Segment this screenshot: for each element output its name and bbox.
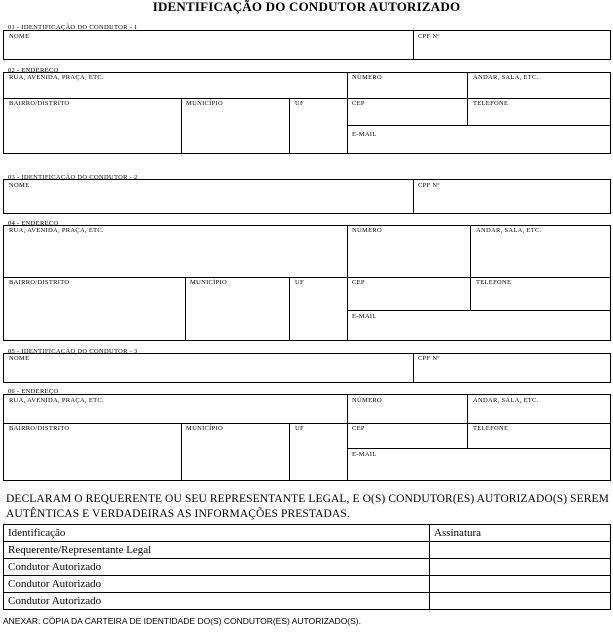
bairro-2-label: BAIRRO/DISTRITO [9,279,70,286]
table-header-row [4,525,611,542]
divider [347,125,610,126]
endereco-1-box [3,72,611,154]
rua-2-label: RUA, AVENIDA, PRAÇA, ETC. [9,227,104,234]
footer-note: ANEXAR: CÓPIA DA CARTEIRA DE IDENTIDADE DO(S) CONDUTOR(ES) AUTORIZADO(S). [3,616,361,626]
divider [181,98,182,153]
section-05-label: 05 - IDENTIFICAÇÃO DO CONDUTOR - 3 [8,348,138,355]
numero-1-label: NÚMERO [352,74,382,81]
declaration-text: DECLARAM O REQUERENTE OU SEU REPRESENTANTE LEGAL, E O(S) CONDUTOR(ES) AUTORIZADO(S) SEREM AUTÊNTICAS E VERDADEIRAS AS INFORMAÇÕES PRESTADAS. [6,493,609,520]
municipio-3-label: MUNICÍPIO [186,425,224,432]
endereco-3-box [3,394,611,481]
telefone-1-label: TELEFONE [473,100,509,107]
form-title: IDENTIFICAÇÃO DO CONDUTOR AUTORIZADO [152,0,461,14]
telefone-3-label: TELEFONE [473,425,509,432]
divider [470,226,471,310]
table-row [4,542,611,559]
numero-2-label: NÚMERO [352,227,382,234]
uf-2-label: UF [295,279,304,286]
nome-2-label: NOME [9,182,30,189]
uf-1-label: UF [295,100,304,107]
row-identificacao: Condutor Autorizado [4,559,430,576]
section-01-label: 01 - IDENTIFICAÇÃO DO CONDUTOR - 1 [8,24,138,31]
header-assinatura: Assinatura [430,525,611,542]
divider [181,423,182,480]
divider [347,226,348,340]
nome-3-label: NOME [9,355,30,362]
cep-1-label: CEP [352,100,365,107]
divider [413,31,414,59]
signature-table [3,524,611,610]
condutor-2-box [3,179,611,214]
divider [413,354,414,382]
nome-1-label: NOME [9,33,30,40]
divider [289,98,290,153]
divider [413,180,414,213]
andar-1-label: ANDAR, SALA, ETC. [473,74,539,81]
section-02-label: 02 - ENDEREÇO [8,67,59,74]
email-3-label: E-MAIL [352,451,377,458]
header-identificacao: Identificação [4,525,430,542]
divider [4,98,610,99]
rua-3-label: RUA, AVENIDA, PRAÇA, ETC. [9,397,104,404]
rua-1-label: RUA, AVENIDA, PRAÇA, ETC. [9,74,104,81]
signature-cell[interactable] [430,576,611,593]
cpf-2-label: CPF Nº [418,182,440,189]
row-identificacao: Requerente/Representante Legal [4,542,430,559]
condutor-1-box [3,30,611,60]
uf-3-label: UF [295,425,304,432]
divider [467,395,468,448]
divider [347,310,610,311]
email-1-label: E-MAIL [352,131,377,138]
email-2-label: E-MAIL [352,313,377,320]
table-row [4,576,611,593]
telefone-2-label: TELEFONE [476,279,512,286]
divider [185,277,186,340]
endereco-2-box [3,225,611,341]
row-identificacao: Condutor Autorizado [4,593,430,610]
divider [347,73,348,153]
cep-3-label: CEP [352,425,365,432]
municipio-1-label: MUNICÍPIO [186,100,224,107]
divider [467,73,468,125]
bairro-3-label: BAIRRO/DISTRITO [9,425,70,432]
divider [289,277,290,340]
section-06-label: 06 - ENDEREÇO [8,388,59,395]
andar-2-label: ANDAR, SALA, ETC. [476,227,542,234]
signature-cell[interactable] [430,559,611,576]
section-03-label: 03 - IDENTIFICAÇÃO DO CONDUTOR - 2 [8,174,138,181]
section-04-label: 04 - ENDEREÇO [8,220,59,227]
row-identificacao: Condutor Autorizado [4,576,430,593]
divider [347,395,348,480]
cep-2-label: CEP [352,279,365,286]
andar-3-label: ANDAR, SALA, ETC. [473,397,539,404]
divider [289,423,290,480]
municipio-2-label: MUNICÍPIO [190,279,228,286]
cpf-3-label: CPF Nº [418,355,440,362]
table-row [4,559,611,576]
cpf-1-label: CPF Nº [418,33,440,40]
bairro-1-label: BAIRRO/DISTRITO [9,100,70,107]
divider [4,423,610,424]
divider [4,277,610,278]
table-row [4,593,611,610]
numero-3-label: NÚMERO [352,397,382,404]
condutor-3-box [3,353,611,383]
signature-cell[interactable] [430,542,611,559]
signature-cell[interactable] [430,593,611,610]
divider [347,448,610,449]
